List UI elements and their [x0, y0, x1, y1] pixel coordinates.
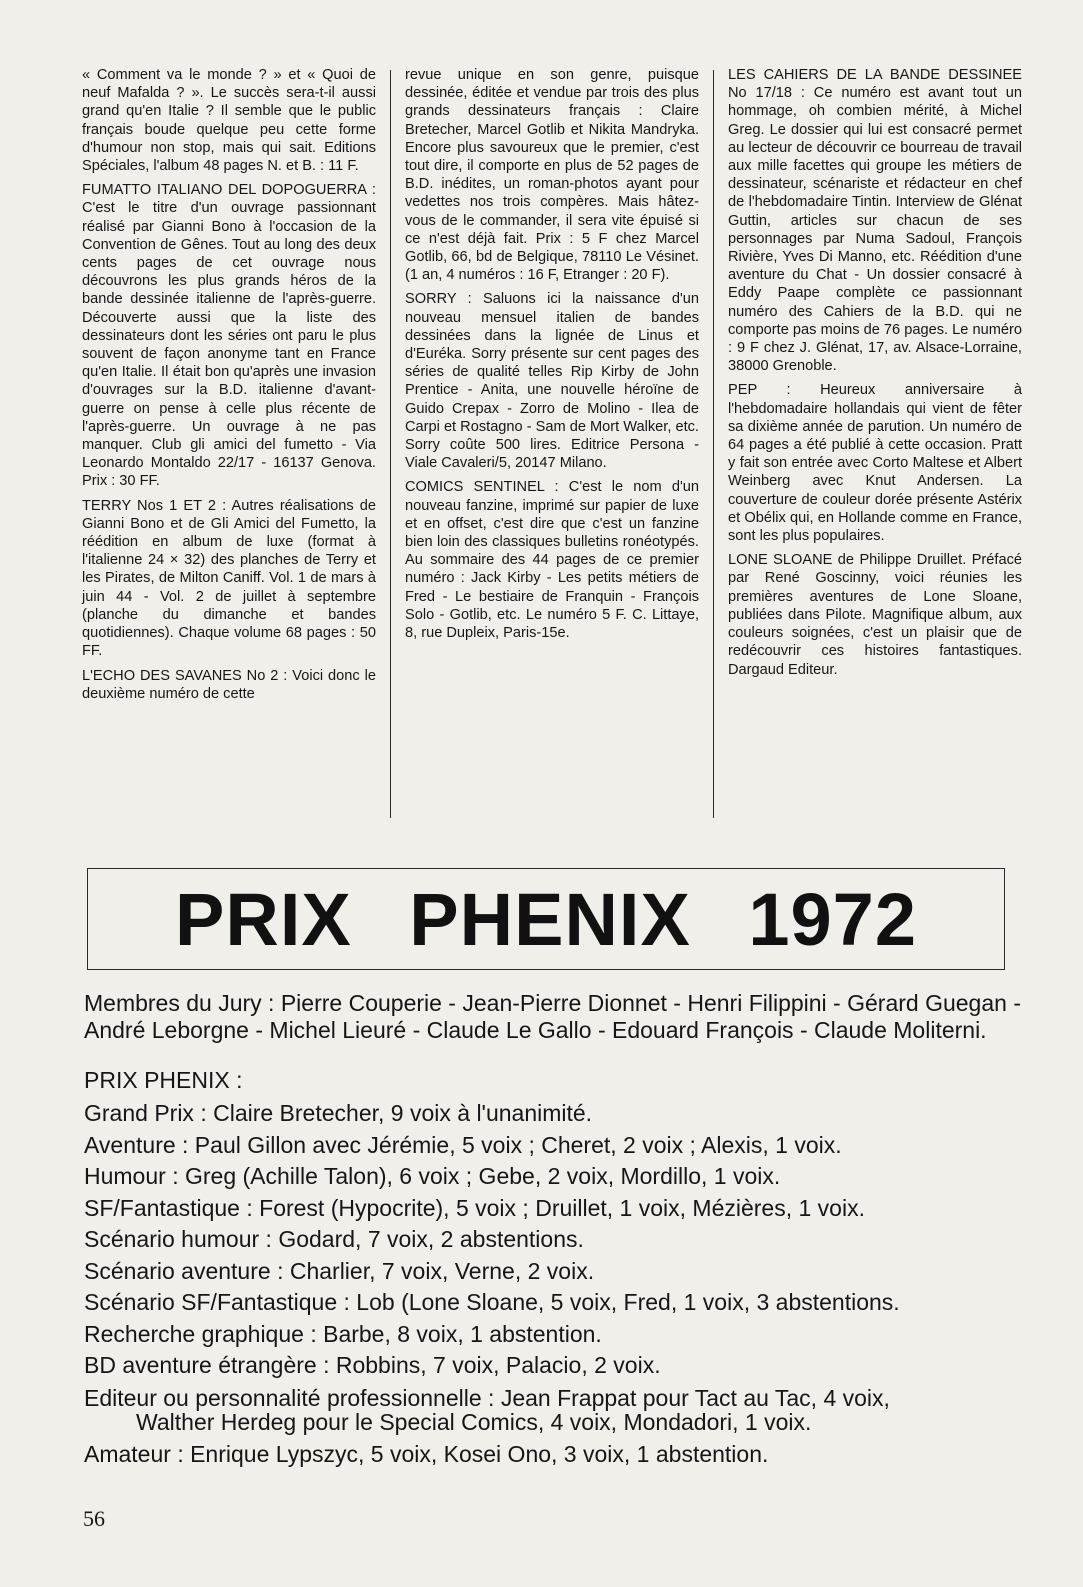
paragraph-mafalda: « Comment va le monde ? » et « Quoi de neuf Mafalda ? ». Le succès sera-t-il aussi grand qu'en Italie ? Il semble que le public français boude quelque peu cette forme d'humour non stop, mais qui sait. Editions Spéciales, l'album 48 pages N. et B. : 11 F.: [82, 67, 376, 175]
article-columns: [82, 66, 1022, 826]
editor-line-2: Walther Herdeg pour le Special Comics, 4 voix, Mondadori, 1 voix.: [136, 1408, 812, 1435]
paragraph-sorry: SORRY : Saluons ici la naissance d'un nouveau mensuel italien de bandes dessinées dans la lignée de Linus et d'Euréka. Sorry présente sur cent pages des séries de qualité telles Rip Kirby de John Prentice - Anita, une nouvelle héroïne de Guido Crepax - Zorro de Molino - Ilea de Carpi et Rostagno - Sam de Mort Walker, etc. Sorry coûte 500 lires. Editrice Persona - Viale Cavaleri/5, 20147 Milano.: [405, 291, 699, 472]
prix-title-box: [87, 868, 1005, 970]
paragraph-echo-des-savanes: L'ECHO DES SAVANES No 2 : Voici donc le deuxième numéro de cette: [82, 667, 376, 702]
page-number: 56: [83, 1506, 105, 1531]
award-item-editor: [84, 1386, 1024, 1434]
paragraph-comics-sentinel: COMICS SENTINEL : C'est le nom d'un nouveau fanzine, imprimé sur papier de luxe et en offset, c'est dire que c'est un fanzine bien loin des classiques bulletins ronéotypés. Au sommaire des 44 pages de ce premier numéro : Jack Kirby - Les petits métiers de Fred - Le bestiaire de Franquin - François Solo - Gotlib, etc. Le numéro 5 F. C. Littaye, 8, rue Dupleix, Paris-15e.: [405, 479, 699, 642]
award-item: SF/Fantastique : Forest (Hypocrite), 5 voix ; Druillet, 1 voix, Mézières, 1 voix.: [84, 1194, 865, 1221]
awards-list: [84, 1098, 1024, 1470]
column-3: [728, 66, 1022, 826]
paragraph-fumatto: FUMATTO ITALIANO DEL DOPOGUERRA : C'est le titre d'un ouvrage passionnant réalisé par Gianni Bono à l'occasion de la Convention de Gênes. Tout au long des deux cents pages de cet ouvrage nous découvrons les plus grands héros de la bande dessinée italienne de l'après-guerre. Découverte aussi que la liste des dessinateurs dont les séries ont paru le plus souvent de façon anonyme tant en France qu'en Italie. Il était bon qu'après une invasion d'ouvrages sur la B.D. italienne d'avant-guerre on pense à celle plus récente de l'après-guerre. Un ouvrage à ne pas manquer. Club gli amici del fumetto - Via Leonardo Montaldo 22/17 - 16137 Genova. Prix : 30 FF.: [82, 182, 376, 490]
jury-members: Membres du Jury : Pierre Couperie - Jean-Pierre Dionnet - Henri Filippini - Gérard Guegan - André Leborgne - Michel Lieuré - Claude Le Gallo - Edouard François - Claude Moliterni.: [84, 990, 1021, 1043]
award-item: Scénario aventure : Charlier, 7 voix, Verne, 2 voix.: [84, 1257, 595, 1284]
column-1: [82, 66, 376, 826]
award-item-amateur: Amateur : Enrique Lypszyc, 5 voix, Kosei Ono, 3 voix, 1 abstention.: [84, 1440, 769, 1467]
award-item: BD aventure étrangère : Robbins, 7 voix, Palacio, 2 voix.: [84, 1352, 661, 1378]
award-item: Grand Prix : Claire Bretecher, 9 voix à l'unanimité.: [84, 1100, 593, 1126]
column-divider: [390, 70, 391, 818]
paragraph-lone-sloane: LONE SLOANE de Philippe Druillet. Préfacé par René Goscinny, voici réunies les premières aventures de Lone Sloane, publiées dans Pilote. Magnifique album, aux couleurs soignées, c'est un plaisir que de redécouvrir ces histoires fantastiques. Dargaud Editeur.: [728, 552, 1022, 678]
award-item: Humour : Greg (Achille Talon), 6 voix ; Gebe, 2 voix, Mordillo, 1 voix.: [84, 1163, 781, 1189]
prix-heading: PRIX PHENIX :: [84, 1067, 243, 1093]
prix-title: PRIX PHENIX 1972: [175, 877, 917, 961]
award-item: Scénario humour : Godard, 7 voix, 2 abstentions.: [84, 1226, 584, 1252]
award-item: Scénario SF/Fantastique : Lob (Lone Sloane, 5 voix, Fred, 1 voix, 3 abstentions.: [84, 1289, 900, 1315]
paragraph-terry: TERRY Nos 1 ET 2 : Autres réalisations de Gianni Bono et de Gli Amici del Fumetto, la réédition en album de luxe (format à l'italienne 24 × 32) des planches de Terry et les Pirates, de Milton Caniff. Vol. 1 de mars à juin 44 - Vol. 2 de juillet à septembre (planche du dimanche et bandes quotidiennes). Chaque volume 68 pages : 50 FF.: [82, 497, 376, 660]
paragraph-echo-continued: revue unique en son genre, puisque dessinée, éditée et vendue par trois des plus grands dessinateurs français : Claire Bretecher, Marcel Gotlib et Nikita Mandryka. Encore plus savoureux que le premier, c'est tout dire, il comporte en plus de 52 pages de B.D. inédites, un roman-photos ayant pour vedettes nos trois compères. Mais hâtez-vous de le commander, il sera vite épuisé si ce n'est déjà fait. Prix : 5 F chez Marcel Gotlib, 66, bd de Belgique, 78110 Le Vésinet. (1 an, 4 numéros : 16 F, Etranger : 20 F).: [405, 67, 699, 284]
column-2: [405, 66, 699, 826]
award-item: Aventure : Paul Gillon avec Jérémie, 5 voix ; Cheret, 2 voix ; Alexis, 1 voix.: [84, 1131, 842, 1158]
paragraph-cahiers-bd: LES CAHIERS DE LA BANDE DESSINEE No 17/18 : Ce numéro est avant tout un hommage, oh combien mérité, à Michel Greg. Le dossier qui lui est consacré permet au lecteur de découvrir ce bourreau de travail aux mille facettes qui groupe les métiers de dessinateur, scénariste et rédacteur en chef de l'hebdomadaire Tintin. Interview de Glénat Guttin, articles sur chacun de ses personnages par Numa Sadoul, François Rivière, Yves Di Manno, etc. Réédition d'une aventure du Chat - Un dossier consacré à Eddy Paape complète ce passionnant numéro des Cahiers de la B.D. qui ne comporte pas moins de 76 pages. Le numéro : 9 F chez J. Glénat, 17, av. Alsace-Lorraine, 38000 Grenoble.: [728, 67, 1022, 375]
paragraph-pep: PEP : Heureux anniversaire à l'hebdomadaire hollandais qui vient de fêter sa dixième année de parution. Un numéro de 64 pages a été publié à cette occasion. Pratt y fait son entrée avec Corto Maltese et Albert Weinberg avec Knut Andersen. La couverture de couleur dorée présente Astérix et Obélix qui, en Hollande comme en France, sont les plus populaires.: [728, 382, 1022, 545]
prix-section: [84, 990, 1024, 1470]
editor-line-1: Editeur ou personnalité professionnelle : Jean Frappat pour Tact au Tac, 4 voix,: [84, 1384, 890, 1411]
column-divider: [713, 70, 714, 818]
award-item: Recherche graphique : Barbe, 8 voix, 1 abstention.: [84, 1320, 602, 1347]
